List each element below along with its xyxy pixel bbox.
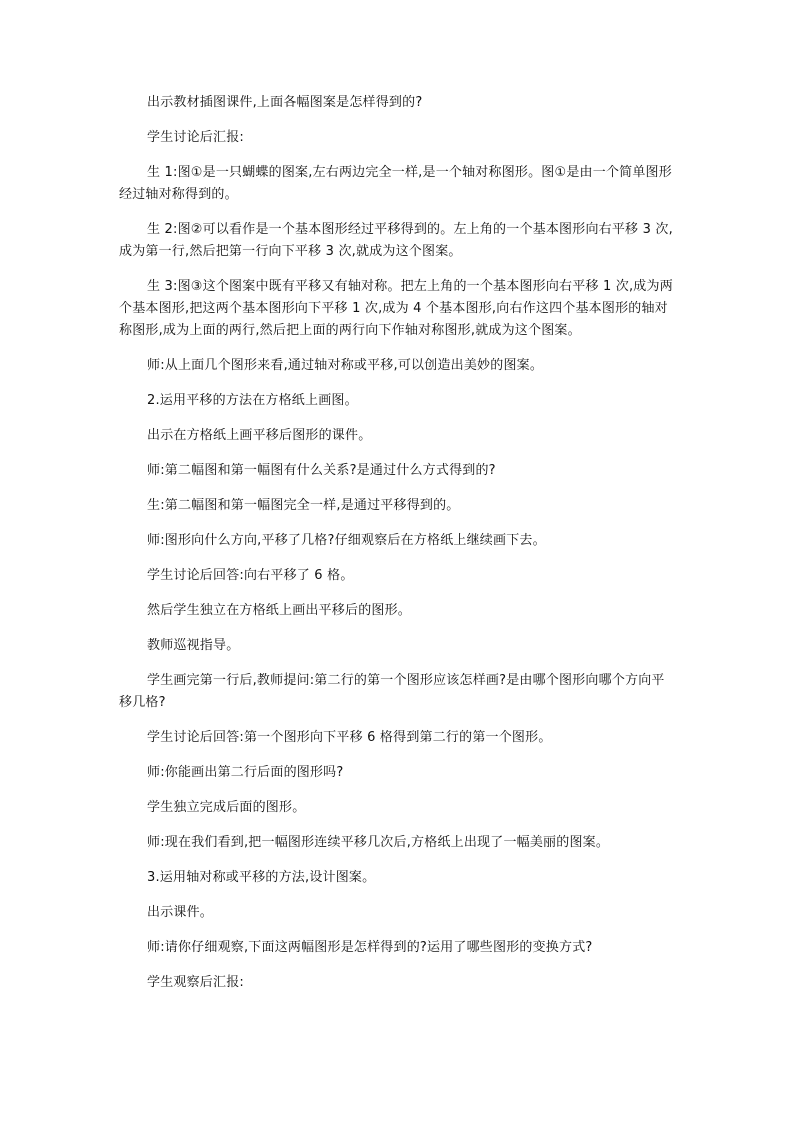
paragraph-discussion: 学生讨论后汇报:: [147, 130, 244, 145]
paragraph-teacher-question-4: 师:请你仔细观察,下面这两幅图形是怎样得到的?运用了哪些图形的变换方式?: [147, 940, 593, 955]
paragraph-student-answer-2: 学生讨论后回答:向右平移了 6 格。: [147, 568, 354, 583]
paragraph-student-complete: 学生独立完成后面的图形。: [147, 800, 306, 815]
document-body: [119, 92, 675, 1007]
paragraph-teacher-guidance: 教师巡视指导。: [147, 638, 240, 653]
paragraph-student-3: 生 3:图③这个图案中既有平移又有轴对称。把左上角的一个基本图形向右平移 1 次,成为两个基本图形,把这两个基本图形向下平移 1 次,成为 4 个基本图形,向右作这四个基本图形的轴对称图形,成为上面的两行,然后把上面的两行向下作轴对称图形,就成为这个图案。: [119, 279, 673, 338]
paragraph-student-2: 生 2:图②可以看作是一个基本图形经过平移得到的。左上角的一个基本图形向右平移 3 次,成为第一行,然后把第一行向下平移 3 次,就成为这个图案。: [119, 222, 673, 259]
paragraph-show-courseware-2: 出示课件。: [147, 905, 214, 920]
paragraph-section-3: 3.运用轴对称或平移的方法,设计图案。: [147, 870, 376, 885]
paragraph-second-row-question: 学生画完第一行后,教师提问:第二行的第一个图形应该怎样画?是由哪个图形向哪个方向平移几格?: [119, 673, 665, 710]
paragraph-teacher-question-1: 师:第二幅图和第一幅图有什么关系?是通过什么方式得到的?: [147, 463, 496, 478]
paragraph-second-row-answer: 学生讨论后回答:第一个图形向下平移 6 格得到第二行的第一个图形。: [147, 730, 552, 745]
paragraph-teacher-observation: 师:现在我们看到,把一幅图形连续平移几次后,方格纸上出现了一幅美丽的图案。: [147, 835, 610, 850]
paragraph-student-1: 生 1:图①是一只蝴蝶的图案,左右两边完全一样,是一个轴对称图形。图①是由一个简单图形经过轴对称得到的。: [119, 165, 672, 202]
paragraph-intro: 出示教材插图课件,上面各幅图案是怎样得到的?: [147, 95, 423, 110]
paragraph-teacher-question-2: 师:图形向什么方向,平移了几格?仔细观察后在方格纸上继续画下去。: [147, 533, 546, 548]
paragraph-section-2: 2.运用平移的方法在方格纸上画图。: [147, 393, 358, 408]
paragraph-student-report: 学生观察后汇报:: [147, 975, 244, 990]
paragraph-show-courseware: 出示在方格纸上画平移后图形的课件。: [147, 428, 372, 443]
paragraph-student-draw: 然后学生独立在方格纸上画出平移后的图形。: [147, 603, 412, 618]
paragraph-teacher-question-3: 师:你能画出第二行后面的图形吗?: [147, 765, 344, 780]
paragraph-student-answer-1: 生:第二幅图和第一幅图完全一样,是通过平移得到的。: [147, 498, 460, 513]
paragraph-teacher-summary: 师:从上面几个图形来看,通过轴对称或平移,可以创造出美妙的图案。: [147, 358, 544, 373]
